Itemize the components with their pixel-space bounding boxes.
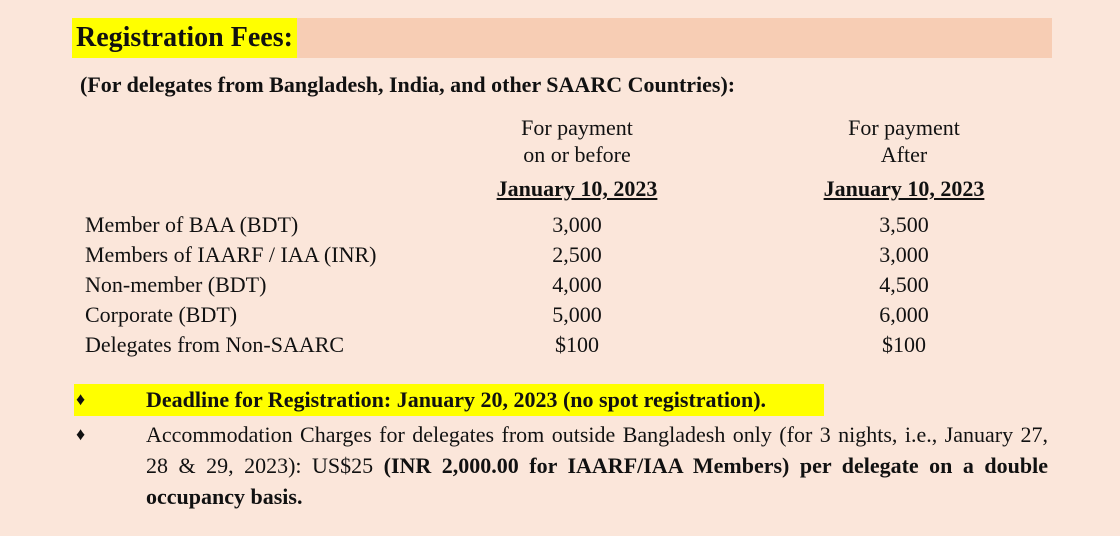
fee-row-label: Members of IAARF / IAA (INR) xyxy=(85,242,377,267)
column-header-line1: For payment xyxy=(521,115,633,140)
accommodation-bold-text: (INR 2,000.00 for IAARF/IAA Members) per delegate on a double occupancy basis. xyxy=(146,453,1048,509)
fee-row-label: Delegates from Non-SAARC xyxy=(85,332,345,357)
fee-before-value: 4,000 xyxy=(552,272,602,297)
fee-after-value: 3,500 xyxy=(879,212,929,237)
fee-before-value: $100 xyxy=(555,332,599,357)
column-header-date: January 10, 2023 xyxy=(496,176,658,201)
fee-after-value: 6,000 xyxy=(879,302,929,327)
diamond-bullet-icon: ♦ xyxy=(76,424,86,444)
column-header-date: January 10, 2023 xyxy=(823,176,985,201)
fee-row xyxy=(85,270,1045,300)
subtitle: (For delegates from Bangladesh, India, and other SAARC Countries): xyxy=(80,72,736,97)
title-bar xyxy=(72,18,1052,58)
fee-before-value: 3,000 xyxy=(552,212,602,237)
fee-after-value: $100 xyxy=(882,332,926,357)
fee-row xyxy=(85,300,1045,330)
column-header-after xyxy=(774,114,1034,202)
deadline-highlight xyxy=(74,384,824,416)
fee-row-label: Corporate (BDT) xyxy=(85,302,238,327)
fee-before-value: 5,000 xyxy=(552,302,602,327)
column-header-before xyxy=(447,114,707,202)
page-title: Registration Fees: xyxy=(72,18,297,58)
diamond-bullet-icon: ♦ xyxy=(76,389,86,409)
fee-after-value: 4,500 xyxy=(879,272,929,297)
fee-row xyxy=(85,330,1045,360)
accommodation-note xyxy=(146,419,1048,512)
deadline-text: Deadline for Registration: January 20, 2023 (no spot registration). xyxy=(146,387,767,412)
fee-row xyxy=(85,240,1045,270)
column-header-line1: For payment xyxy=(848,115,960,140)
fee-row-label: Non-member (BDT) xyxy=(85,272,267,297)
fee-row-label: Member of BAA (BDT) xyxy=(85,212,299,237)
column-header-line2: on or before xyxy=(523,142,631,167)
fee-before-value: 2,500 xyxy=(552,242,602,267)
accommodation-text: Accommodation Charges for delegates from outside Bangladesh only (for 3 nights, i.e., January 27, 28 & 29, 2023): US$25 xyxy=(146,422,1048,478)
column-header-line2: After xyxy=(880,142,928,167)
fee-row xyxy=(85,210,1045,240)
fee-after-value: 3,000 xyxy=(879,242,929,267)
